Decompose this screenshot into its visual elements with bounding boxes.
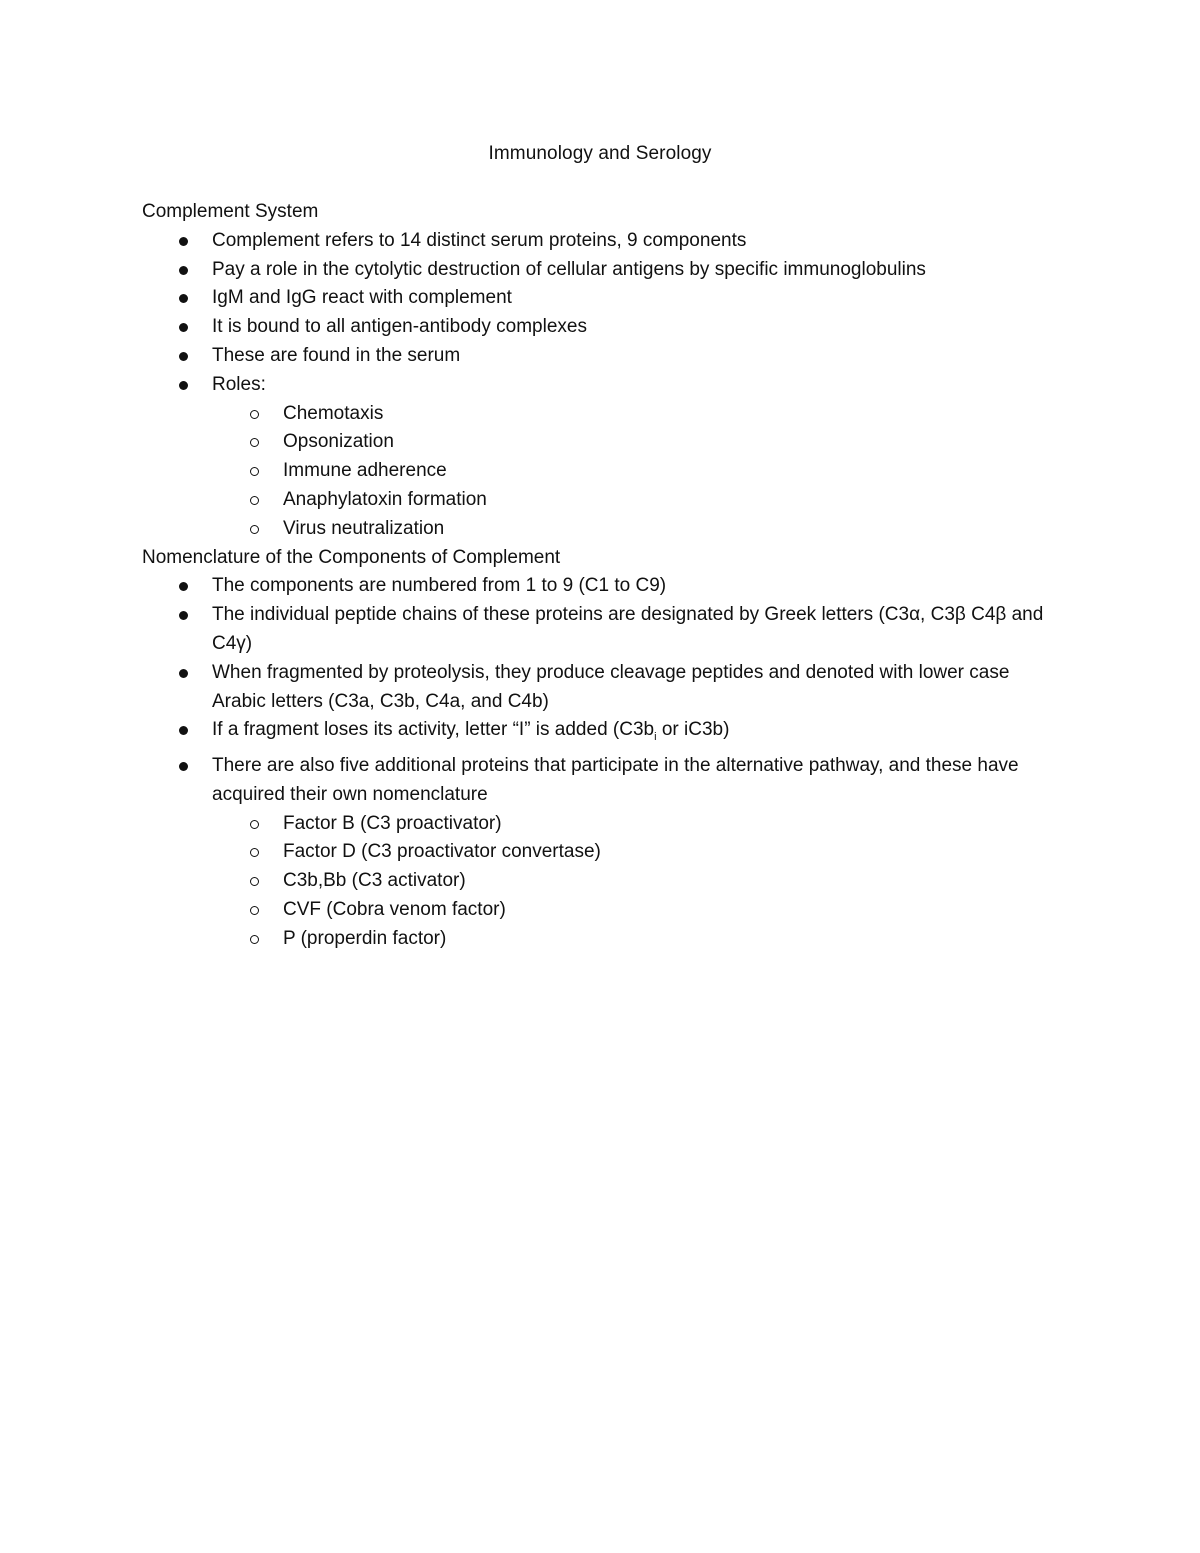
list-item	[212, 371, 1062, 544]
list-item	[212, 752, 1062, 954]
bullet-icon	[179, 669, 188, 678]
bullet-icon	[179, 762, 188, 771]
section-heading: Nomenclature of the Components of Complement	[142, 546, 561, 568]
sub-list-item-text: Chemotaxis	[283, 402, 384, 424]
list-item-text: Roles:	[212, 373, 266, 395]
list-item-text: Pay a role in the cytolytic destruction of cellular antigens by specific immunoglobulins	[212, 258, 926, 280]
list-item-text: IgM and IgG react with complement	[212, 287, 512, 309]
sub-list-item-text: CVF (Cobra venom factor)	[283, 898, 506, 920]
sub-list-item-text: Factor D (C3 proactivator convertase)	[283, 841, 601, 863]
sub-list-item	[283, 867, 1062, 896]
sub-list-item-text: Immune adherence	[283, 460, 447, 482]
sub-list-roles	[212, 400, 1062, 544]
sub-list-item	[283, 810, 1062, 839]
list-item	[212, 572, 1062, 601]
bullet-icon	[179, 266, 188, 275]
bullet-icon	[179, 323, 188, 332]
bullet-icon	[179, 381, 188, 390]
circle-bullet-icon	[250, 438, 259, 447]
sub-list-item-text: C3b,Bb (C3 activator)	[283, 870, 466, 892]
section-heading: Complement System	[142, 201, 319, 222]
document-body	[142, 198, 1062, 954]
circle-bullet-icon	[250, 848, 259, 857]
sub-list-item-text: Anaphylatoxin formation	[283, 488, 487, 510]
sub-list-item-text: Opsonization	[283, 431, 394, 453]
list-item-text: The components are numbered from 1 to 9 (C1 to C9)	[212, 575, 667, 597]
sub-list-additional-proteins	[212, 810, 1062, 954]
sub-list-item-text: Factor B (C3 proactivator)	[283, 812, 502, 834]
circle-bullet-icon	[250, 467, 259, 476]
bullet-icon	[179, 611, 188, 620]
list-item	[212, 313, 1062, 342]
bullet-icon	[179, 582, 188, 591]
sub-list-item-text: P (properdin factor)	[283, 927, 447, 949]
circle-bullet-icon	[250, 525, 259, 534]
circle-bullet-icon	[250, 820, 259, 829]
text-before-subscript: If a fragment loses its activity, letter “I” is added (C3b	[212, 719, 655, 741]
section-complement-system	[142, 198, 1062, 544]
circle-bullet-icon	[250, 410, 259, 419]
list-item	[212, 284, 1062, 313]
bullet-list	[142, 227, 1062, 544]
subscript-text: i	[654, 731, 657, 744]
sub-list-item	[283, 400, 1062, 429]
sub-list-item	[283, 896, 1062, 925]
sub-list-item	[283, 925, 1062, 954]
circle-bullet-icon	[250, 906, 259, 915]
list-item	[212, 716, 1062, 752]
list-item-text: These are found in the serum	[212, 344, 461, 366]
circle-bullet-icon	[250, 935, 259, 944]
list-item-text: The individual peptide chains of these proteins are designated by Greek letters (C3α, C3β C4β and C4γ)	[212, 604, 1044, 654]
bullet-list	[142, 572, 1062, 953]
sub-list-item	[283, 486, 1062, 515]
list-item	[212, 601, 1062, 659]
sub-list-item	[283, 515, 1062, 544]
bullet-icon	[179, 294, 188, 303]
sub-list-item	[283, 457, 1062, 486]
list-item-text: It is bound to all antigen-antibody complexes	[212, 316, 587, 338]
sub-list-item	[283, 838, 1062, 867]
sub-list-item	[283, 428, 1062, 457]
bullet-icon	[179, 726, 188, 735]
list-item	[212, 342, 1062, 371]
circle-bullet-icon	[250, 877, 259, 886]
list-item-text	[212, 716, 1062, 752]
document-title: Immunology and Serology	[488, 143, 712, 164]
bullet-icon	[179, 237, 188, 246]
list-item-text: Complement refers to 14 distinct serum proteins, 9 components	[212, 229, 747, 251]
section-nomenclature	[142, 544, 1062, 954]
list-item-text: There are also five additional proteins that participate in the alternative pathway, and these have acquired their own nomenclature	[212, 754, 1019, 805]
text-after-subscript: or iC3b)	[656, 719, 730, 741]
list-item	[212, 659, 1062, 717]
circle-bullet-icon	[250, 496, 259, 505]
sub-list-item-text: Virus neutralization	[283, 517, 445, 539]
list-item	[212, 256, 1062, 285]
list-item	[212, 227, 1062, 256]
bullet-icon	[179, 352, 188, 361]
list-item-text: When fragmented by proteolysis, they produce cleavage peptides and denoted with lower case Arabic letters (C3a, C3b, C4a, and C4b)	[212, 661, 1010, 712]
